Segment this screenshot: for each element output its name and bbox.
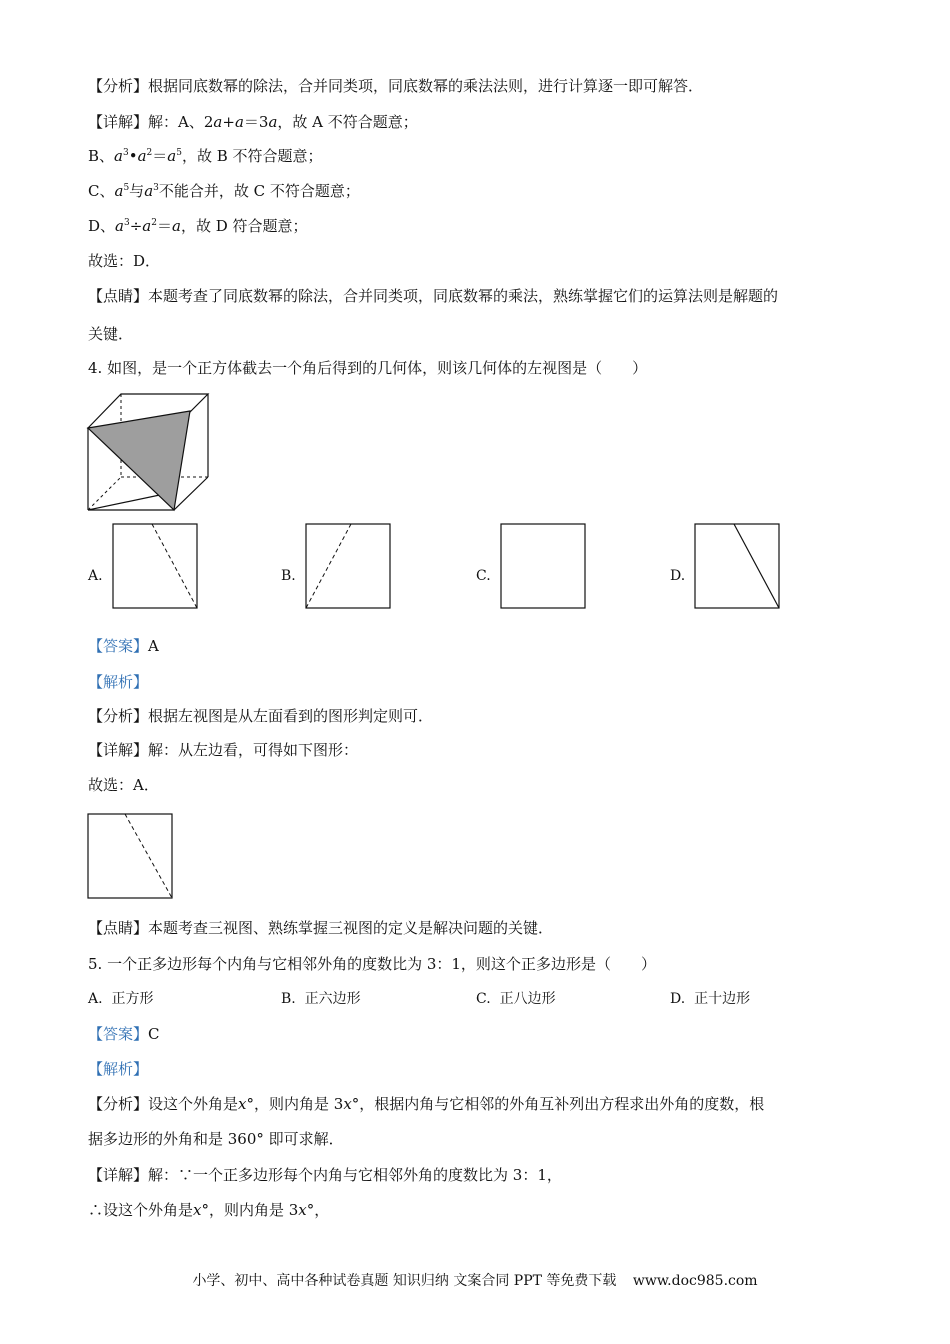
q4-option-b-label: B. [281, 568, 296, 584]
q4-option-a-label: A. [88, 568, 103, 584]
q4-stem: 4. 如图，是一个正方体截去一个角后得到的几何体，则该几何体的左视图是（ ） [88, 359, 648, 377]
page-footer [0, 1270, 950, 1290]
cube-figure [86, 392, 210, 514]
q4-answer: 【答案】A [88, 637, 159, 655]
footer-url[interactable]: www.doc985.com [632, 1273, 758, 1289]
q5-option-b: B. 正六边形 [281, 991, 361, 1007]
q4-option-d-label: D. [670, 568, 686, 584]
q5-answer: 【答案】C [88, 1025, 160, 1043]
q4-jiexi: 【解析】 [88, 673, 149, 691]
prev-detail-b: B、$a^3•a^2=a^5$，故 B 不符合题意； [88, 147, 323, 165]
q4-analysis: 【分析】根据左视图是从左面看到的图形判定则可． [88, 707, 434, 725]
prev-analysis: 【分析】根据同底数幂的除法，合并同类项，同底数幂的乘法法则，进行计算逐一即可解答． [88, 77, 704, 95]
q5-detail-1: 【详解】解：∵一个正多边形每个内角与它相邻外角的度数比为 3：1， [88, 1166, 562, 1184]
footer-text: 小学、初中、高中各种试卷真题 知识归纳 文案合同 PPT 等免费下载 [192, 1273, 617, 1289]
q4-option-c-figure [500, 523, 588, 611]
q5-analysis-cont: 据多边形的外角和是 360° 即可求解． [88, 1130, 344, 1148]
q4-option-a-figure [112, 523, 200, 611]
q4-choose: 故选：A． [88, 776, 159, 794]
q5-detail-2: ∴设这个外角是x°，则内角是 3x°， [88, 1201, 330, 1219]
q4-option-d-figure [694, 523, 782, 611]
q4-detail: 【详解】解：从左边看，可得如下图形： [88, 741, 359, 759]
prev-choose: 故选：D． [88, 252, 161, 270]
q4-comment: 【点睛】本题考查三视图、熟练掌握三视图的定义是解决问题的关键． [88, 919, 554, 937]
prev-detail-a: 【详解】解：A、2a+a＝3a，故 A 不符合题意； [88, 113, 418, 131]
q4-option-c-label: C. [476, 568, 491, 584]
q5-option-d: D. 正十边形 [670, 991, 751, 1007]
q5-analysis: 【分析】设这个外角是x°，则内角是 3x°，根据内角与它相邻的外角互补列出方程求出外角的度数，根 [88, 1095, 765, 1113]
prev-comment: 【点睛】本题考查了同底数幂的除法，合并同类项，同底数幂的乘法，熟练掌握它们的运算法则是解题的 [88, 287, 779, 305]
prev-detail-d: D、$a^3\div a^2=a$，故 D 符合题意； [88, 217, 308, 235]
q5-option-c: C. 正八边形 [476, 991, 556, 1007]
q5-jiexi: 【解析】 [88, 1060, 149, 1078]
q5-option-a: A. 正方形 [88, 991, 154, 1007]
q5-stem: 5. 一个正多边形每个内角与它相邻外角的度数比为 3：1，则这个正多边形是（ ） [88, 955, 656, 973]
prev-detail-c: C、$a^5$与$a^3$不能合并，故 C 不符合题意； [88, 182, 360, 200]
q4-option-b-figure [305, 523, 393, 611]
prev-comment-cont: 关键． [88, 325, 134, 343]
q4-solution-figure [87, 813, 175, 901]
